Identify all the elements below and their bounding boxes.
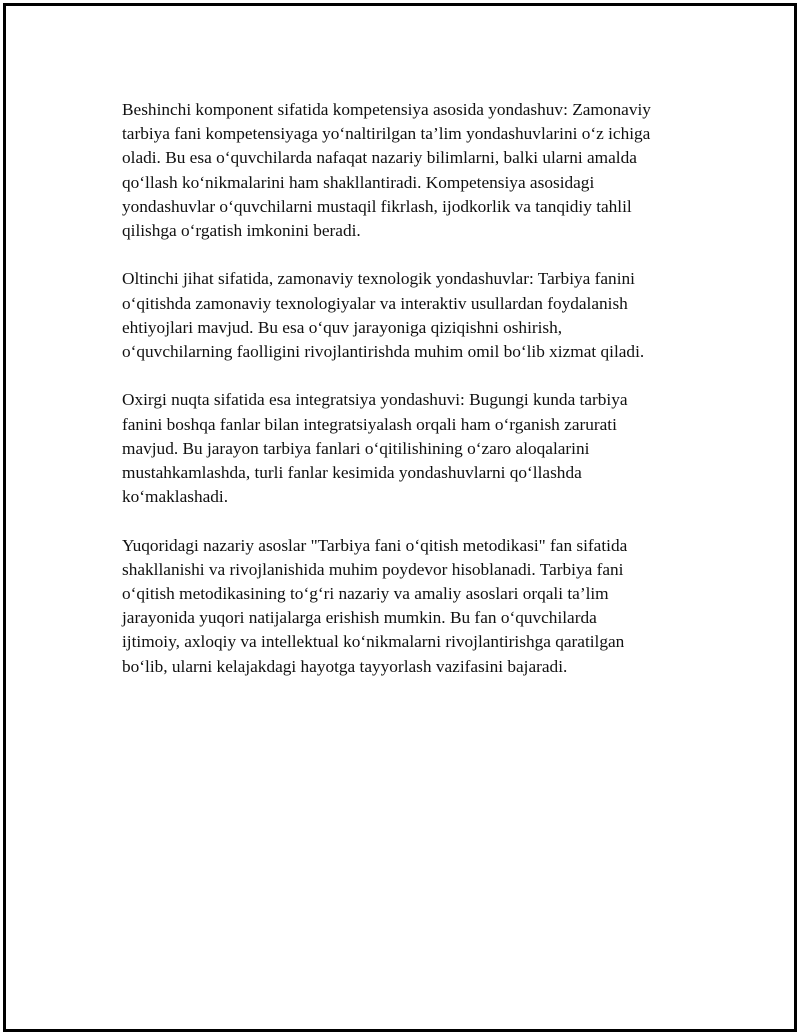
text-line: Oltinchi jihat sifatida, zamonaviy texnologik yondashuvlar: Tarbiya fanini [122, 269, 635, 289]
text-line: o‘qitish metodikasining to‘g‘ri nazariy va amaliy asoslari orqali ta’lim [122, 584, 609, 604]
text-line: yondashuvlar o‘quvchilarni mustaqil fikrlash, ijodkorlik va tanqidiy tahlil [122, 196, 632, 216]
paragraph-competence-approach [122, 98, 682, 243]
text-line: mavjud. Bu jarayon tarbiya fanlari o‘qitilishining o‘zaro aloqalarini [122, 438, 590, 458]
text-line: o‘quvchilarning faolligini rivojlantirishda muhim omil bo‘lib xizmat qiladi. [122, 342, 645, 362]
text-line: ehtiyojlari mavjud. Bu esa o‘quv jarayoniga qiziqishni oshirish, [122, 317, 563, 337]
text-line: jarayonida yuqori natijalarga erishish mumkin. Bu fan o‘quvchilarda [122, 608, 597, 628]
text-line: ijtimoiy, axloqiy va intellektual ko‘nikmalarni rivojlantirishga qaratilgan [122, 632, 625, 652]
text-line: Oxirgi nuqta sifatida esa integratsiya yondashuvi: Bugungi kunda tarbiya [122, 390, 628, 410]
text-line: oladi. Bu esa o‘quvchilarda nafaqat nazariy bilimlarni, balki ularni amalda [122, 148, 637, 168]
text-line: mustahkamlashda, turli fanlar kesimida yondashuvlarni qo‘llashda [122, 463, 582, 483]
text-line: Beshinchi komponent sifatida kompetensiya asosida yondashuv: Zamonaviy [122, 100, 651, 119]
text-line: tarbiya fani kompetensiyaga yo‘naltirilgan ta’lim yondashuvlarini o‘z ichiga [122, 124, 651, 144]
text-line: bo‘lib, ularni kelajakdagi hayotga tayyorlash vazifasini bajaradi. [122, 656, 568, 676]
document-body [122, 98, 682, 703]
text-line: fanini boshqa fanlar bilan integratsiyalash orqali ham o‘rganish zarurati [122, 414, 617, 434]
page-frame [3, 3, 797, 1032]
text-line: Yuqoridagi nazariy asoslar "Tarbiya fani o‘qitish metodikasi" fan sifatida [122, 535, 628, 555]
text-line: o‘qitishda zamonaviy texnologiyalar va interaktiv usullardan foydalanish [122, 293, 628, 313]
paragraph-technology-approach [122, 267, 682, 364]
text-line: ko‘maklashadi. [122, 487, 229, 507]
paragraph-conclusion [122, 534, 682, 679]
text-line: qilishga o‘rgatish imkonini beradi. [122, 221, 361, 241]
paragraph-integration-approach [122, 388, 682, 509]
text-line: shakllanishi va rivojlanishida muhim poydevor hisoblanadi. Tarbiya fani [122, 559, 624, 579]
text-line: qo‘llash ko‘nikmalarini ham shakllantiradi. Kompetensiya asosidagi [122, 172, 595, 192]
